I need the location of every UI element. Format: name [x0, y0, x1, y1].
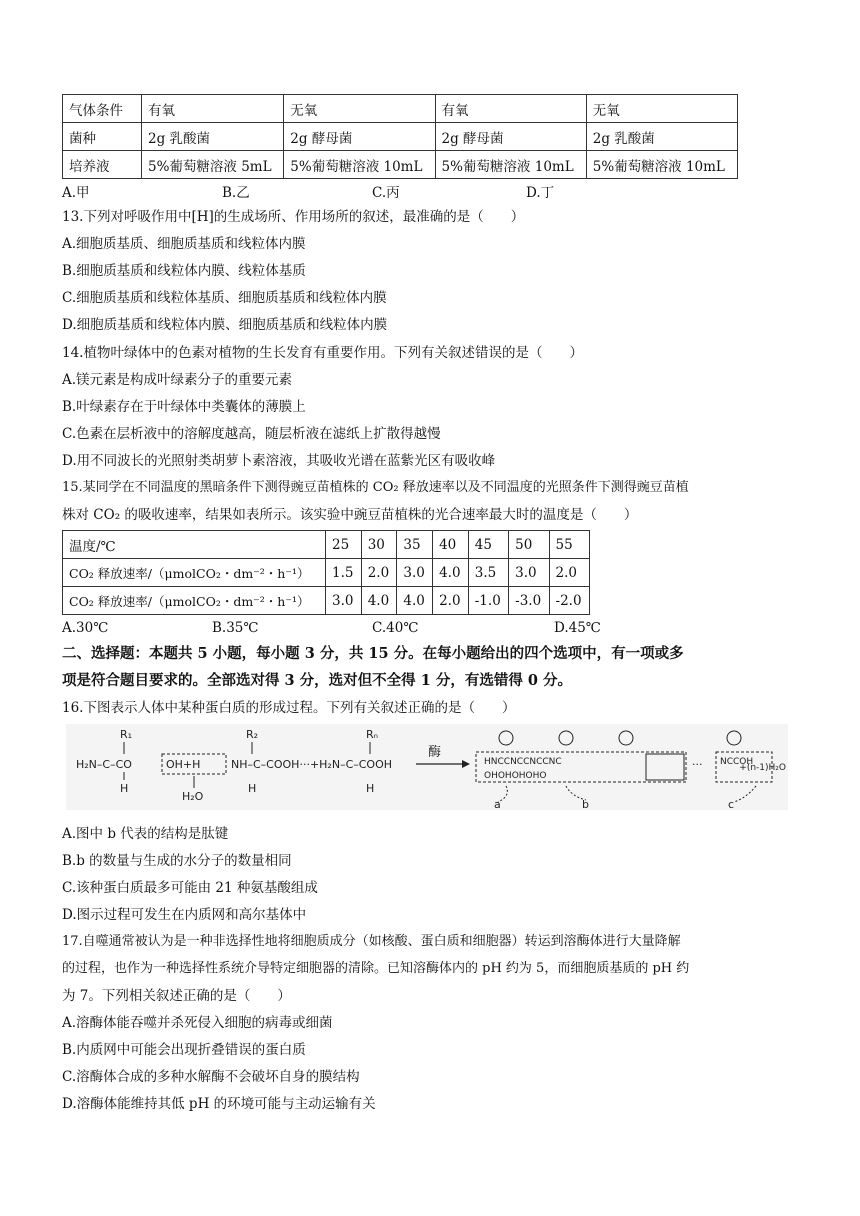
co2-rate-table	[62, 530, 590, 615]
svg-text:H: H	[120, 782, 129, 795]
table-row	[63, 151, 738, 179]
q17-stem-line3: 为 7。下列相关叙述正确的是（ ）	[62, 988, 291, 1004]
option-a: A.甲	[62, 185, 90, 201]
q15-stem-line2: 株对 CO₂ 的吸收速率，结果如表所示。该实验中豌豆苗植株的光合速率最大时的温度是（ ）	[62, 507, 638, 523]
table-cell: CO₂ 释放速率/（μmolCO₂・dm⁻²・h⁻¹）	[63, 559, 326, 587]
q13-stem: 13.下列对呼吸作用中[H]的生成场所、作用场所的叙述，最准确的是（ ）	[62, 209, 525, 225]
q17-stem-line1: 17.自噬通常被认为是一种非选择性地将细胞质成分（如核酸、蛋白质和细胞器）转运到溶酶体进行大量降解	[62, 934, 681, 949]
table-header-row	[63, 531, 590, 559]
table-cell: 2.0	[549, 559, 589, 587]
r-group-label: R₂	[246, 728, 259, 741]
table-cell: CO₂ 释放速率/（μmolCO₂・dm⁻²・h⁻¹）	[63, 587, 326, 615]
q15-options	[62, 619, 601, 637]
q14-option-b: B.叶绿素存在于叶绿体中类囊体的薄膜上	[62, 399, 306, 415]
option-a: A.30℃	[62, 620, 109, 636]
table-cell: 1.5	[326, 559, 362, 587]
q17-option-b: B.内质网中可能会出现折叠错误的蛋白质	[62, 1042, 306, 1058]
svg-text:OHOHOHOHO: OHOHOHOHO	[484, 771, 547, 781]
q13-option-a: A.细胞质基质、细胞质基质和线粒体内膜	[62, 236, 306, 252]
table-cell: 培养液	[63, 151, 142, 179]
svg-text:H₂N–C–CO: H₂N–C–CO	[76, 758, 132, 771]
table-cell: 5%葡萄糖溶液 5mL	[142, 151, 284, 179]
q17-stem-line2: 的过程，也作为一种选择性系统介导特定细胞器的清除。已知溶酶体内的 pH 约为 5，而细胞质基质的 pH 约	[62, 961, 690, 976]
table-cell: -3.0	[509, 587, 549, 615]
table-cell: 55	[549, 531, 589, 559]
q14-option-a: A.镁元素是构成叶绿素分子的重要元素	[62, 372, 293, 388]
table-cell: 35	[397, 531, 433, 559]
option-c: C.40℃	[372, 620, 419, 636]
table-cell: 4.0	[397, 587, 433, 615]
table-cell: 3.5	[468, 559, 508, 587]
enzyme-label: 酶	[428, 745, 442, 760]
table-cell: 50	[509, 531, 549, 559]
table-cell: 3.0	[397, 559, 433, 587]
svg-text:HNCCNCCNCCNC: HNCCNCCNCCNC	[484, 757, 562, 767]
table-cell: 3.0	[326, 587, 362, 615]
svg-text:OH+H: OH+H	[166, 758, 201, 771]
option-b: B.乙	[222, 185, 250, 201]
q16-option-d: D.图示过程可发生在内质网和高尔基体中	[62, 907, 307, 923]
water-label: H₂O	[182, 790, 204, 803]
table-cell: 菌种	[63, 123, 142, 151]
q14-option-d: D.用不同波长的光照射类胡萝卜素溶液，其吸收光谱在蓝紫光区有吸收峰	[62, 453, 496, 469]
q14-option-c: C.色素在层析液中的溶解度越高，随层析液在滤纸上扩散得越慢	[62, 426, 441, 442]
byproduct-label: +(n-1)H₂O	[739, 763, 786, 773]
protein-formation-diagram	[66, 724, 788, 810]
q17-option-c: C.溶酶体合成的多种水解酶不会破坏自身的膜结构	[62, 1069, 360, 1085]
svg-text:···: ···	[692, 758, 703, 771]
label-c: c	[728, 798, 735, 810]
svg-text:H: H	[366, 782, 375, 795]
experiment-table	[62, 94, 738, 179]
dehydration-condensation-figure	[66, 724, 788, 810]
table-cell: 25	[326, 531, 362, 559]
q16-option-c: C.该种蛋白质最多可能由 21 种氨基酸组成	[62, 880, 318, 896]
table-cell: -1.0	[468, 587, 508, 615]
table-cell: 2.0	[433, 587, 469, 615]
q13-option-d: D.细胞质基质和线粒体内膜、细胞质基质和线粒体内膜	[62, 317, 388, 333]
table-row	[63, 587, 590, 615]
option-d: D.45℃	[554, 620, 601, 636]
table-cell: 有氧	[142, 95, 284, 123]
table-row	[63, 95, 738, 123]
table-cell: 有氧	[435, 95, 586, 123]
q17-option-d: D.溶酶体能维持其低 pH 的环境可能与主动运输有关	[62, 1096, 376, 1112]
table-cell: 30	[361, 531, 397, 559]
q16-option-b: B.b 的数量与生成的水分子的数量相同	[62, 853, 292, 869]
option-c: C.丙	[372, 185, 400, 201]
table-cell: 3.0	[509, 559, 549, 587]
label-b: b	[582, 798, 589, 810]
table-row	[63, 123, 738, 151]
table-cell: 2.0	[361, 559, 397, 587]
table-cell: 气体条件	[63, 95, 142, 123]
table-cell: 2g 酵母菌	[435, 123, 586, 151]
table-cell: 5%葡萄糖溶液 10mL	[284, 151, 435, 179]
svg-text:NH–C–COOH···+H₂N–C–COOH: NH–C–COOH···+H₂N–C–COOH	[231, 758, 393, 771]
option-b: B.35℃	[212, 620, 259, 636]
svg-text:NCCOH: NCCOH	[720, 757, 754, 767]
q16-stem: 16.下图表示人体中某种蛋白质的形成过程。下列有关叙述正确的是（ ）	[62, 700, 516, 716]
r-group-label: Rₙ	[366, 728, 379, 741]
table-cell: 温度/℃	[63, 531, 326, 559]
q16-option-a: A.图中 b 代表的结构是肽键	[62, 826, 229, 842]
table-cell: 2g 乳酸菌	[142, 123, 284, 151]
table-cell: 无氧	[284, 95, 435, 123]
q15-stem-line1: 15.某同学在不同温度的黑暗条件下测得豌豆苗植株的 CO₂ 释放速率以及不同温度的光照条件下测得豌豆苗植	[62, 480, 689, 495]
table-cell: 2g 酵母菌	[284, 123, 435, 151]
q12-options	[62, 184, 554, 202]
table-cell: 4.0	[433, 559, 469, 587]
q13-option-c: C.细胞质基质和线粒体基质、细胞质基质和线粒体内膜	[62, 290, 387, 306]
r-group-label: R₁	[120, 728, 133, 741]
table-cell: 4.0	[361, 587, 397, 615]
table-cell: 45	[468, 531, 508, 559]
svg-text:H: H	[248, 782, 257, 795]
table-cell: -2.0	[549, 587, 589, 615]
q14-stem: 14.植物叶绿体中的色素对植物的生长发育有重要作用。下列有关叙述错误的是（ ）	[62, 345, 583, 361]
table-cell: 2g 乳酸菌	[586, 123, 737, 151]
label-a: a	[494, 798, 501, 810]
table-cell: 5%葡萄糖溶液 10mL	[435, 151, 586, 179]
table-row	[63, 559, 590, 587]
option-d: D.丁	[526, 185, 555, 201]
q13-option-b: B.细胞质基质和线粒体内膜、线粒体基质	[62, 263, 306, 279]
q17-option-a: A.溶酶体能吞噬并杀死侵入细胞的病毒或细菌	[62, 1015, 333, 1031]
section2-heading-line2: 项是符合题目要求的。全部选对得 3 分，选对但不全得 1 分，有选错得 0 分。	[62, 672, 573, 689]
table-cell: 40	[433, 531, 469, 559]
section2-heading-line1: 二、选择题：本题共 5 小题，每小题 3 分，共 15 分。在每小题给出的四个选项中，有一项或多	[62, 645, 684, 662]
table-cell: 5%葡萄糖溶液 10mL	[586, 151, 737, 179]
table-cell: 无氧	[586, 95, 737, 123]
